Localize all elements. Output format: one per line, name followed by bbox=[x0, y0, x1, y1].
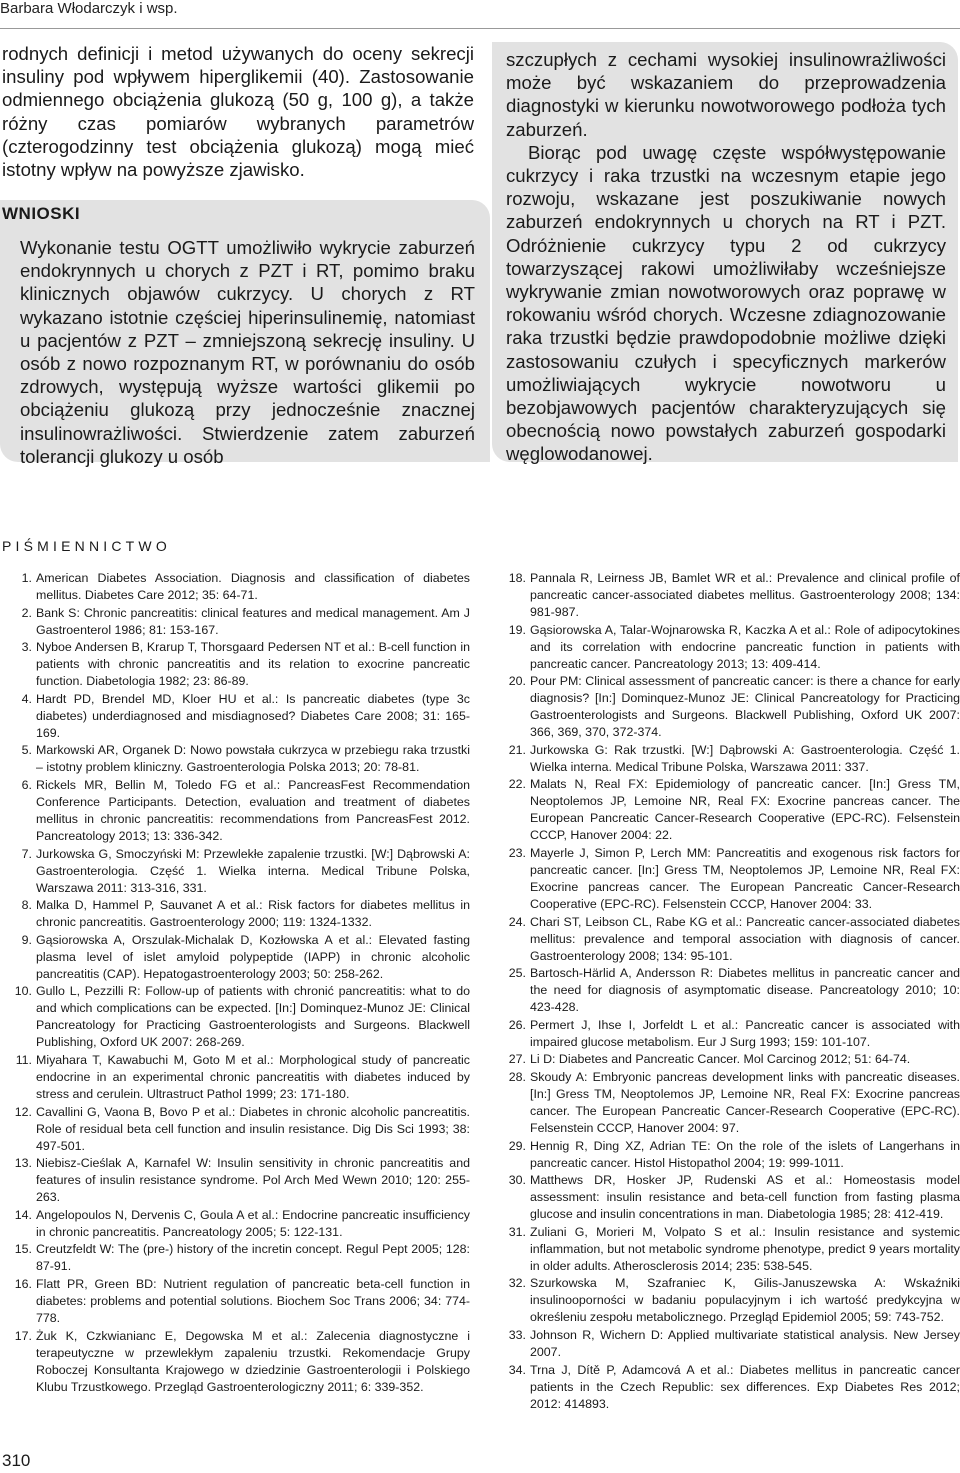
reference-number: 20. bbox=[508, 674, 526, 689]
reference-item bbox=[494, 776, 960, 844]
reference-item bbox=[494, 673, 960, 741]
reference-text: Jurkowska G, Smoczyński M: Przewlekłe zapalenie trzustki. [W:] Dąbrowski A: Gastroenterologia. Część 1. Wielka interna. Medical Tribune Polska, Warszawa 2011: 313-316, 331. bbox=[36, 846, 470, 895]
reference-item bbox=[494, 1362, 960, 1413]
reference-number: 32. bbox=[508, 1276, 526, 1291]
reference-item bbox=[494, 1138, 960, 1172]
reference-text: Gąsiorowska A, Orszulak-Michalak D, Kozłowska A et al.: Elevated fasting plasma level of islet amyloid polypeptide (IAPP) in chronic alcoholic pancreatitis (CAP). Hepatogastroenterology 2003; 50: 258-262. bbox=[36, 932, 470, 981]
reference-item bbox=[494, 1172, 960, 1223]
reference-number: 14. bbox=[14, 1207, 32, 1222]
reference-text: Pour PM: Clinical assessment of pancreatic cancer: is there a chance for early diagnosis? [In:] Dominquez-Munoz JE: Clinical Pancreatology for Practicing Gastroenterologists and Surgeons. Blackwell Publishing, Oxford UK 2007: 366, 369, 370, 372-374. bbox=[530, 674, 960, 740]
reference-text: Hennig R, Ding XZ, Adrian TE: On the role of the islets of Langerhans in pancreatic cancer. Histol Histopathol 2004; 19: 999-1011. bbox=[530, 1138, 960, 1170]
reference-number: 31. bbox=[508, 1224, 526, 1239]
reference-text: American Diabetes Association. Diagnosis and classification of diabetes mellitus. Diabetes Care 2012; 35: 64-71. bbox=[36, 571, 470, 602]
reference-number: 7. bbox=[21, 846, 32, 861]
reference-item bbox=[0, 570, 470, 604]
reference-text: Trna J, Dítě P, Adamcová A et al.: Diabetes mellitus in pancreatic cancer patients in the Czech Republic: sex differences. Exp Diabetes Res 2012; 2012: 414893. bbox=[530, 1362, 960, 1411]
reference-text: Bartosch-Härlid A, Andersson R: Diabetes mellitus in pancreatic cancer and the need for diagnosis of asymptomatic disease. Pancreatology 2010; 10: 423-428. bbox=[530, 966, 960, 1015]
reference-item bbox=[0, 691, 470, 742]
reference-number: 2. bbox=[21, 605, 32, 620]
reference-text: Pannala R, Leirness JB, Bamlet WR et al.: Prevalence and clinical profile of pancreatic cancer-associated diabetes mellitus. Gastroenterology 2008; 134: 981-987. bbox=[530, 571, 960, 619]
reference-number: 6. bbox=[21, 777, 32, 792]
reference-text: Skoudy A: Embryonic pancreas development links with pancreatic diseases. [In:] Gress TM, Neoptolemos JP, Lemoine NR, Real FX: Exocrine pancreas cancer. The European Pancreatic Cancer-Research Cooperative (EPC-RC). Felsenstein CCCP, Hanover 2004: 97. bbox=[530, 1069, 960, 1135]
page-number: 310 bbox=[2, 1451, 31, 1470]
reference-item bbox=[0, 1155, 470, 1206]
reference-text: Szurkowska M, Szafraniec K, Gilis-Januszewska A: Wskaźniki insulinooporności w badaniu populacyjnym i ich wartość predykcyjna w określeniu zespołu metabolicznego. Przegląd Epidemiol 2005; 59: 743-752. bbox=[530, 1276, 960, 1325]
reference-item bbox=[494, 570, 960, 621]
reference-number: 9. bbox=[21, 932, 32, 947]
reference-item bbox=[494, 1224, 960, 1275]
reference-text: Malka D, Hammel P, Sauvanet A et al.: Risk factors for diabetes mellitus in chronic pancreatitis. Gastroenterology 2000; 119: 1324-1332. bbox=[36, 898, 470, 930]
reference-text: Miyahara T, Kawabuchi M, Goto M et al.: Morphological study of pancreatic endocrine in an experimental chronic pancreatitis with diabetes induced by stress and cerulein. Ultrastruct Pathol 1999; 23: 171-180. bbox=[36, 1052, 470, 1101]
reference-number: 25. bbox=[508, 966, 526, 981]
conclusions-paragraph-1-continued: szczupłych z cechami wysokiej insulinowrażliwości może być wskazaniem do przeprowadzenia diagnostyki w kierunku nowotworowego podłoża tych zaburzeń. bbox=[506, 49, 946, 140]
conclusions-heading: WNIOSKI bbox=[2, 204, 81, 223]
reference-number: 26. bbox=[508, 1017, 526, 1032]
reference-text: Bank S: Chronic pancreatitis: clinical features and medical management. Am J Gastroenterol 1986; 81: 153-167. bbox=[36, 605, 470, 637]
reference-number: 13. bbox=[14, 1156, 32, 1171]
reference-text: Markowski AR, Organek D: Nowo powstała cukrzyca w przebiegu raka trzustki – istotny problem kliniczny. Gastroenterologia Polska 2013; 20: 78-81. bbox=[36, 743, 470, 775]
running-head: Barbara Włodarczyk i wsp. bbox=[0, 0, 178, 17]
conclusions-paragraph-1: Wykonanie testu OGTT umożliwiło wykrycie zaburzeń endokrynnych u chorych z PZT i RT, pomimo braku klinicznych objawów cukrzycy. U chorych z RT wykazano istotnie częściej hiperinsulinemię, natomiast u pacjentów z PZT – zmniejszoną sekrecję insuliny. U osób z nowo rozpoznanym RT, w porównaniu do osób zdrowych, występują wyższe wartości glikemii po obciążeniu glukozą przy jednocześnie znacznej insulinowrażliwości. Stwierdzenie zatem zaburzeń tolerancji glukozy u osób bbox=[20, 237, 475, 467]
reference-item bbox=[0, 1241, 470, 1275]
reference-item bbox=[0, 932, 470, 983]
reference-number: 11. bbox=[15, 1052, 32, 1067]
reference-text: Gullo L, Pezzilli R: Follow-up of patients with chronić pancreatitis: what to do and which complications can be expected. [In:] Dominquez-Munoz JE: Clinical Pancreatology for Practicing Gastroenterologists and Surgeons. Blackwell Publishing, Oxford UK 2007: 268-269. bbox=[36, 984, 470, 1050]
reference-item bbox=[0, 1276, 470, 1327]
reference-text: Chari ST, Leibson CL, Rabe KG et al.: Pancreatic cancer-associated diabetes mellitus: prevalence and temporal association with diagnosis of cancer. Gastroenterology 2008; 134: 95-101. bbox=[530, 914, 960, 963]
reference-number: 15. bbox=[14, 1242, 32, 1257]
reference-text: Flatt PR, Green BD: Nutrient regulation of pancreatic beta-cell function in diabetes: problems and potential solutions. Biochem Soc Trans 2006; 34: 774-778. bbox=[36, 1276, 470, 1325]
reference-text: Zuliani G, Morieri M, Volpato S et al.: Insulin resistance and systemic inflammation, but not metabolic syndrome phenotype, predict 9 years mortality in older adults. Atherosclerosis 2014; 235: 538-545. bbox=[530, 1224, 960, 1273]
references-heading: PIŚMIENNICTWO bbox=[2, 538, 171, 554]
reference-item bbox=[0, 605, 470, 639]
reference-item bbox=[0, 639, 470, 690]
reference-number: 16. bbox=[14, 1276, 32, 1291]
references-list-left bbox=[0, 570, 470, 1396]
reference-number: 17. bbox=[14, 1328, 32, 1343]
reference-item bbox=[0, 846, 470, 897]
reference-text: Angelopoulos N, Dervenis C, Goula A et al.: Endocrine pancreatic insufficiency in chronic pancreatitis. Pancreatology 2005; 5: 122-131. bbox=[36, 1207, 470, 1239]
reference-text: Nyboe Andersen B, Krarup T, Thorsgaard Pedersen NT et al.: B-cell function in patients with chronic pancreatitis and its relation to exocrine pancreatic function. Diabetologia 1982; 23: 86-89. bbox=[36, 640, 470, 689]
header-rule bbox=[0, 28, 960, 29]
reference-item bbox=[0, 777, 470, 845]
reference-number: 4. bbox=[21, 691, 32, 706]
reference-text: Malats N, Real FX: Epidemiology of pancreatic cancer. [In:] Gress TM, Neoptolemos JP, Lemoine NR, Real FX: Exocrine pancreas cancer. The European Pancreatic Cancer-Research Cooperative (EPC-RC). Felsenstein CCCP, Hanover 2004: 22. bbox=[530, 777, 960, 843]
reference-number: 29. bbox=[508, 1138, 526, 1153]
reference-item bbox=[494, 1051, 960, 1068]
reference-item bbox=[494, 1017, 960, 1051]
reference-number: 27. bbox=[508, 1052, 526, 1067]
reference-number: 22. bbox=[508, 777, 526, 792]
reference-item bbox=[0, 742, 470, 776]
conclusions-text-right bbox=[506, 48, 946, 466]
reference-item bbox=[494, 965, 960, 1016]
reference-item bbox=[494, 845, 960, 913]
intro-paragraph: rodnych definicji i metod używanych do oceny sekrecji insuliny pod wpływem hiperglikemii (40). Zastosowanie odmiennego obciążenia glukozą (50 g, 100 g), a także różny czas pomiarów wybranych parametrów (czterogodzinny test obciążenia glukozą) mogą mieć istotny wpływ na powyższe zjawisko. bbox=[2, 43, 474, 181]
reference-item bbox=[0, 897, 470, 931]
reference-text: Li D: Diabetes and Pancreatic Cancer. Mol Carcinog 2012; 51: 64-74. bbox=[530, 1052, 911, 1067]
reference-number: 19. bbox=[508, 622, 526, 637]
reference-number: 12. bbox=[14, 1104, 32, 1119]
reference-number: 8. bbox=[21, 898, 32, 913]
reference-number: 10. bbox=[14, 984, 32, 999]
reference-item bbox=[0, 1052, 470, 1103]
reference-number: 24. bbox=[508, 914, 526, 929]
reference-number: 3. bbox=[21, 640, 32, 655]
reference-item bbox=[494, 1327, 960, 1361]
left-column-intro bbox=[2, 42, 474, 181]
reference-number: 28. bbox=[508, 1069, 526, 1084]
reference-item bbox=[0, 1104, 470, 1155]
reference-number: 23. bbox=[508, 845, 526, 860]
reference-text: Johnson R, Wichern D: Applied multivariate statistical analysis. New Jersey 2007. bbox=[530, 1327, 960, 1359]
references-list-right bbox=[494, 570, 960, 1413]
reference-text: Jurkowska G: Rak trzustki. [W:] Dąbrowski A: Gastroenterologia. Część 1. Wielka interna. Medical Tribune Polska, Warszawa 2011: 337. bbox=[530, 742, 960, 774]
reference-text: Mayerle J, Simon P, Lerch MM: Pancreatitis and exogenous risk factors for pancreatic cancer. [In:] Gress TM, Neoptolemos JP, Lemoine NR, Real FX: Exocrine pancreas cancer. The European Pancreatic Cancer-Research Cooperative (EPC-RC). Felsenstein CCCP, Hanover 2004: 33. bbox=[530, 845, 960, 911]
reference-number: 18. bbox=[508, 571, 526, 585]
reference-item bbox=[494, 1275, 960, 1326]
reference-number: 34. bbox=[508, 1362, 526, 1377]
reference-item bbox=[494, 914, 960, 965]
reference-item bbox=[494, 1069, 960, 1137]
reference-number: 5. bbox=[21, 743, 32, 758]
conclusions-paragraph-2: Biorąc pod uwagę częste współwystępowanie cukrzycy i raka trzustki na wczesnym etapie jego rozwoju, wskazane jest poszukiwanie nowych zaburzeń endokrynnych u chorych na RT i PZT. Odróżnienie cukrzycy typu 2 od cukrzycy towarzyszącej rakowi umożliwiłaby wcześniejsze wykrywanie zmian nowotworowych oraz poprawę w rokowaniu wśród chorych. Wczesne zdiagnozowanie raka trzustki będzie prawdopodobnie możliwe dzięki zastosowaniu czułych i specyficznych markerów umożliwiających wykrycie nowotworu u bezobjawowych pacjentów charakteryzujących się obecnością nowo powstałych zaburzeń gospodarki węglowodanowej. bbox=[506, 141, 946, 465]
reference-text: Żuk K, Czkwianianc E, Degowska M et al.: Zalecenia diagnostyczne i terapeutyczne w przewlekłym zapaleniu trzustki. Rekomendacje Grupy Roboczej Konsultanta Krajowego w dziedzinie Gastroenterologii i Polskiego Klubu Trzustkowego. Przegląd Gastroenterologiczny 2011; 6: 339-352. bbox=[36, 1328, 470, 1394]
reference-number: 21. bbox=[508, 742, 526, 757]
reference-text: Permert J, Ihse I, Jorfeldt L et al.: Pancreatic cancer is associated with impaired glucose metabolism. Eur J Surg 1993; 159: 101-107. bbox=[530, 1017, 960, 1049]
reference-number: 33. bbox=[508, 1327, 526, 1342]
reference-item bbox=[0, 1207, 470, 1241]
reference-text: Hardt PD, Brendel MD, Kloer HU et al.: Is pancreatic diabetes (type 3c diabetes) underdiagnosed and misdiagnosed? Diabetes Care 2008; 31: 165-169. bbox=[36, 691, 470, 740]
reference-text: Cavallini G, Vaona B, Bovo P et al.: Diabetes in chronic alcoholic pancreatitis. Role of residual beta cell function and insulin resistance. Dig Dis Sci 1993; 38: 497-501. bbox=[36, 1104, 470, 1153]
reference-item bbox=[0, 983, 470, 1051]
reference-item bbox=[0, 1328, 470, 1396]
reference-number: 1. bbox=[21, 571, 32, 585]
reference-text: Niebisz-Cieślak A, Karnafel W: Insulin sensitivity in chronic pancreatitis and features of insulin resistance syndrome. Pol Arch Med Wewn 2010; 120: 255-263. bbox=[36, 1156, 470, 1205]
reference-text: Rickels MR, Bellin M, Toledo FG et al.: PancreasFest Recommendation Conference Participants. Detection, evaluation and treatment of diabetes mellitus in chronic pancreatitis: recommendations from PancreasFest 2012. Pancreatology 2013; 13: 336-342. bbox=[36, 777, 470, 843]
reference-item bbox=[494, 742, 960, 776]
reference-text: Matthews DR, Hosker JP, Rudenski AS et al.: Homeostasis model assessment: insulin resistance and beta-cell function from fasting plasma glucose and insulin concentrations in man. Diabetologia 1985; 28: 412-419. bbox=[530, 1173, 960, 1222]
reference-text: Gąsiorowska A, Talar-Wojnarowska R, Kaczka A et al.: Role of adipocytokines and its correlation with endocrine pancreatic function in patients with pancreatic cancer. Pancreatology 2013; 13: 409-414. bbox=[530, 622, 960, 671]
reference-number: 30. bbox=[508, 1173, 526, 1188]
conclusions-text-left bbox=[20, 236, 475, 468]
reference-item bbox=[494, 622, 960, 673]
reference-text: Creutzfeldt W: The (pre-) history of the incretin concept. Regul Pept 2005; 128: 87-91. bbox=[36, 1242, 470, 1274]
